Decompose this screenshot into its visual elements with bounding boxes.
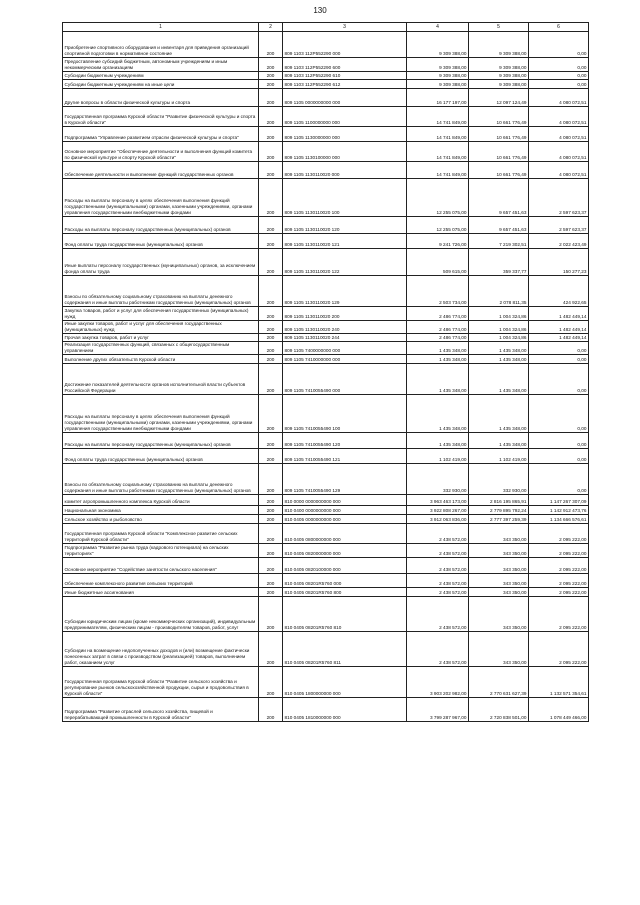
table-row: [63, 494, 589, 505]
row-name: Расходы на выплаты персоналу государственных (муниципальных) органов: [63, 217, 259, 234]
row-budget-code: 809 1105 1130110020 120: [283, 217, 407, 234]
row-executed-amount: 1 004 324,86: [469, 333, 529, 341]
row-executed-amount: 9 309 388,00: [469, 72, 529, 80]
row-budget-code: 809 1105 1130110020 122: [283, 249, 407, 276]
row-line-code: 200: [259, 463, 283, 494]
row-name: Взносы по обязательному социальному страхованию на выплаты денежного содержания и иные выплаты работникам государственных (муниципальных) органов: [63, 276, 259, 307]
row-budget-code: 809 1103 112P552290 000: [283, 32, 407, 58]
row-line-code: 200: [259, 543, 283, 557]
row-executed-amount: 1 435 348,00: [469, 341, 529, 354]
row-executed-amount: 9 309 388,00: [469, 58, 529, 72]
row-name: Достижение показателей деятельности органов исполнительной власти субъектов Российской Федерации: [63, 363, 259, 394]
row-unexecuted-amount: 4 080 072,51: [529, 162, 589, 179]
row-budget-code: 809 1105 7410055490 000: [283, 363, 407, 394]
row-executed-amount: 359 337,77: [469, 249, 529, 276]
row-budget-code: 809 1105 7410055490 120: [283, 432, 407, 448]
row-approved-amount: 509 615,00: [407, 249, 469, 276]
row-name: Национальная экономика: [63, 505, 259, 514]
row-unexecuted-amount: 1 134 666 576,61: [529, 514, 589, 523]
row-unexecuted-amount: 0,00: [529, 354, 589, 363]
header-col-5: 5: [469, 23, 529, 32]
row-line-code: 200: [259, 234, 283, 249]
row-name: Основное мероприятие "Обеспечение деятельности и выполнения функций комитета по физической культуре и спорту Курской области": [63, 142, 259, 162]
table-row: [63, 72, 589, 80]
row-line-code: 200: [259, 448, 283, 463]
row-budget-code: 809 1103 112P552290 600: [283, 58, 407, 72]
row-budget-code: 809 1105 1130110020 200: [283, 307, 407, 321]
row-approved-amount: 1 435 348,00: [407, 354, 469, 363]
row-unexecuted-amount: 0,00: [529, 432, 589, 448]
row-budget-code: 810 0405 08201R5760 811: [283, 631, 407, 666]
row-budget-code: 810 0405 08201R5760 000: [283, 573, 407, 587]
header-col-3: 3: [283, 23, 407, 32]
table-row: [63, 596, 589, 631]
row-line-code: 200: [259, 573, 283, 587]
row-line-code: 200: [259, 394, 283, 432]
row-budget-code: 809 1105 7410055490 129: [283, 463, 407, 494]
table-row: [63, 107, 589, 127]
row-budget-code: 809 1105 1130100000 000: [283, 142, 407, 162]
row-unexecuted-amount: 0,00: [529, 72, 589, 80]
row-approved-amount: 2 438 572,00: [407, 557, 469, 573]
row-executed-amount: 1 435 348,00: [469, 354, 529, 363]
row-name: Основное мероприятие "Содействие занятости сельского населения": [63, 557, 259, 573]
row-line-code: 200: [259, 80, 283, 89]
row-approved-amount: 2 438 572,00: [407, 523, 469, 543]
table-row: [63, 321, 589, 334]
row-name: Подпрограмма "Развитие рынка труда (кадрового потенциала) на сельских территориях": [63, 543, 259, 557]
row-line-code: 200: [259, 354, 283, 363]
row-budget-code: 810 0405 0800000000 000: [283, 523, 407, 543]
row-name: Расходы на выплаты персоналу в целях обеспечения выполнения функций государственными (муниципальными) органами, казенными учреждениями, органами управления государственными внебюджетными фондами: [63, 179, 259, 217]
row-line-code: 200: [259, 72, 283, 80]
row-approved-amount: 14 741 849,00: [407, 142, 469, 162]
row-approved-amount: 3 912 063 836,00: [407, 514, 469, 523]
table-row: [63, 58, 589, 72]
row-name: Субсидии на возмещение недополученных доходов и (или) возмещение фактически понесенных затрат в связи с производством (реализацией) товаров, выполнением работ, оказанием услуг: [63, 631, 259, 666]
table-row: [63, 32, 589, 58]
row-unexecuted-amount: 0,00: [529, 363, 589, 394]
table-row: [63, 448, 589, 463]
row-executed-amount: 2 770 631 627,39: [469, 666, 529, 697]
row-executed-amount: 1 102 419,00: [469, 448, 529, 463]
row-executed-amount: 12 097 124,49: [469, 89, 529, 107]
row-executed-amount: 343 350,00: [469, 523, 529, 543]
row-budget-code: 809 1105 1130110020 244: [283, 333, 407, 341]
row-budget-code: 810 0405 08201R5760 810: [283, 596, 407, 631]
header-col-6: 6: [529, 23, 589, 32]
row-name: Приобретение спортивного оборудования и инвентаря для приведения организаций спортивной подготовки в нормативное состояние: [63, 32, 259, 58]
row-budget-code: 810 0405 08201R5760 800: [283, 587, 407, 596]
row-approved-amount: 2 438 572,00: [407, 596, 469, 631]
table-row: [63, 127, 589, 142]
table-row: [63, 354, 589, 363]
row-unexecuted-amount: 2 095 222,00: [529, 573, 589, 587]
page-number: 130: [313, 6, 327, 15]
row-approved-amount: 2 438 572,00: [407, 543, 469, 557]
row-name: Государственная программа Курской области "Развитие физической культуры и спорта в Курской области": [63, 107, 259, 127]
row-name: Фонд оплаты труда государственных (муниципальных) органов: [63, 234, 259, 249]
table-row: [63, 432, 589, 448]
row-executed-amount: 1 435 348,00: [469, 432, 529, 448]
table-row: [63, 514, 589, 523]
row-name: Расходы на выплаты персоналу в целях обеспечения выполнения функций государственными (муниципальными) органами, казенными учреждениями, органами управления государственными внебюджетными фондами: [63, 394, 259, 432]
row-unexecuted-amount: 150 277,23: [529, 249, 589, 276]
row-budget-code: 810 0405 0820100000 000: [283, 557, 407, 573]
row-executed-amount: 9 657 451,63: [469, 179, 529, 217]
table-row: [63, 217, 589, 234]
table-row: [63, 505, 589, 514]
row-executed-amount: 2 720 838 501,00: [469, 697, 529, 721]
table-row: [63, 80, 589, 89]
row-name: Подпрограмма "Развитие отраслей сельского хозяйства, пищевой и перерабатывающей промышленности в Курской области": [63, 697, 259, 721]
row-line-code: 200: [259, 514, 283, 523]
row-executed-amount: 343 350,00: [469, 631, 529, 666]
row-unexecuted-amount: 2 095 222,00: [529, 557, 589, 573]
row-line-code: 200: [259, 432, 283, 448]
row-budget-code: 809 1105 1130110020 240: [283, 321, 407, 334]
table-row: [63, 587, 589, 596]
row-budget-code: 809 1103 112P552290 610: [283, 72, 407, 80]
row-budget-code: 809 1105 1100000000 000: [283, 107, 407, 127]
row-unexecuted-amount: 2 095 222,00: [529, 631, 589, 666]
row-approved-amount: 1 435 348,00: [407, 394, 469, 432]
row-line-code: 200: [259, 142, 283, 162]
row-approved-amount: 12 255 075,00: [407, 179, 469, 217]
table-row: [63, 523, 589, 543]
row-name: Прочая закупка товаров, работ и услуг: [63, 333, 259, 341]
row-approved-amount: 1 102 419,00: [407, 448, 469, 463]
row-approved-amount: 2 503 734,00: [407, 276, 469, 307]
row-executed-amount: 343 350,00: [469, 587, 529, 596]
row-executed-amount: 9 309 388,00: [469, 80, 529, 89]
row-name: Взносы по обязательному социальному страхованию на выплаты денежного содержания и иные выплаты работникам государственных (муниципальных) органов: [63, 463, 259, 494]
table-row: [63, 543, 589, 557]
row-approved-amount: 1 435 348,00: [407, 341, 469, 354]
row-line-code: 200: [259, 107, 283, 127]
row-line-code: 200: [259, 596, 283, 631]
table-row: [63, 142, 589, 162]
row-budget-code: 809 1105 0000000000 000: [283, 89, 407, 107]
row-executed-amount: 9 657 451,63: [469, 217, 529, 234]
row-unexecuted-amount: 0,00: [529, 394, 589, 432]
row-line-code: 200: [259, 587, 283, 596]
row-budget-code: 809 1105 1130000000 000: [283, 127, 407, 142]
table-row: [63, 341, 589, 354]
header-col-2: 2: [259, 23, 283, 32]
row-approved-amount: 14 741 849,00: [407, 107, 469, 127]
row-approved-amount: 3 922 808 267,00: [407, 505, 469, 514]
row-approved-amount: 14 741 849,00: [407, 162, 469, 179]
row-unexecuted-amount: 1 142 912 473,76: [529, 505, 589, 514]
row-line-code: 200: [259, 162, 283, 179]
row-budget-code: 810 0000 0000000000 000: [283, 494, 407, 505]
row-unexecuted-amount: 424 922,65: [529, 276, 589, 307]
table-row: [63, 573, 589, 587]
row-budget-code: 810 0405 0000000000 000: [283, 514, 407, 523]
row-unexecuted-amount: 2 095 222,00: [529, 543, 589, 557]
row-approved-amount: 9 309 388,00: [407, 32, 469, 58]
table-row: [63, 249, 589, 276]
row-approved-amount: 1 435 348,00: [407, 363, 469, 394]
row-name: Реализация государственных функций, связанных с общегосударственным управлением: [63, 341, 259, 354]
row-unexecuted-amount: 4 080 072,51: [529, 107, 589, 127]
row-line-code: 200: [259, 341, 283, 354]
row-line-code: 200: [259, 321, 283, 334]
row-executed-amount: 343 350,00: [469, 543, 529, 557]
table-row: [63, 557, 589, 573]
header-col-4: 4: [407, 23, 469, 32]
row-executed-amount: 2 816 195 865,91: [469, 494, 529, 505]
row-budget-code: 810 0405 0820000000 000: [283, 543, 407, 557]
row-budget-code: 810 0400 0000000000 000: [283, 505, 407, 514]
row-approved-amount: 12 255 075,00: [407, 217, 469, 234]
row-approved-amount: 332 930,00: [407, 463, 469, 494]
row-budget-code: 809 1105 7410000000 000: [283, 354, 407, 363]
row-approved-amount: 2 438 572,00: [407, 573, 469, 587]
row-unexecuted-amount: 2 095 222,00: [529, 587, 589, 596]
row-name: Другие вопросы в области физической культуры и спорта: [63, 89, 259, 107]
row-unexecuted-amount: 0,00: [529, 448, 589, 463]
row-budget-code: 810 0405 1800000000 000: [283, 666, 407, 697]
row-unexecuted-amount: 1 482 449,14: [529, 333, 589, 341]
table-row: [63, 363, 589, 394]
row-budget-code: 809 1105 1130110020 100: [283, 179, 407, 217]
row-name: Сельское хозяйство и рыболовство: [63, 514, 259, 523]
row-line-code: 200: [259, 249, 283, 276]
row-budget-code: 810 0405 1810000000 000: [283, 697, 407, 721]
row-line-code: 200: [259, 494, 283, 505]
row-line-code: 200: [259, 307, 283, 321]
row-line-code: 200: [259, 89, 283, 107]
table-row: [63, 179, 589, 217]
row-executed-amount: 1 004 324,86: [469, 321, 529, 334]
row-unexecuted-amount: 0,00: [529, 341, 589, 354]
row-name: Расходы на выплаты персоналу государственных (муниципальных) органов: [63, 432, 259, 448]
row-executed-amount: 1 004 324,86: [469, 307, 529, 321]
row-executed-amount: 343 350,00: [469, 596, 529, 631]
row-name: Обеспечение деятельности и выполнение функций государственных органов: [63, 162, 259, 179]
table-row: [63, 666, 589, 697]
table-row: [63, 394, 589, 432]
row-unexecuted-amount: 1 482 449,14: [529, 321, 589, 334]
row-approved-amount: 2 438 572,00: [407, 587, 469, 596]
row-executed-amount: 2 779 895 792,24: [469, 505, 529, 514]
row-line-code: 200: [259, 557, 283, 573]
row-unexecuted-amount: 4 080 072,51: [529, 89, 589, 107]
row-approved-amount: 1 435 348,00: [407, 432, 469, 448]
row-unexecuted-amount: 2 095 222,00: [529, 596, 589, 631]
row-approved-amount: 3 903 202 982,00: [407, 666, 469, 697]
row-executed-amount: 10 661 776,49: [469, 107, 529, 127]
row-line-code: 200: [259, 523, 283, 543]
row-unexecuted-amount: 4 080 072,51: [529, 127, 589, 142]
row-line-code: 200: [259, 58, 283, 72]
row-unexecuted-amount: 1 482 449,14: [529, 307, 589, 321]
row-unexecuted-amount: 0,00: [529, 58, 589, 72]
table-row: [63, 463, 589, 494]
row-line-code: 200: [259, 276, 283, 307]
row-approved-amount: 2 486 774,00: [407, 333, 469, 341]
row-approved-amount: 9 309 388,00: [407, 80, 469, 89]
row-executed-amount: 2 078 811,35: [469, 276, 529, 307]
row-name: Закупка товаров, работ и услуг для обеспечения государственных (муниципальных) нужд: [63, 307, 259, 321]
row-approved-amount: 2 486 774,00: [407, 321, 469, 334]
row-executed-amount: 332 930,00: [469, 463, 529, 494]
row-approved-amount: 2 486 774,00: [407, 307, 469, 321]
row-line-code: 200: [259, 179, 283, 217]
table-row: [63, 234, 589, 249]
row-approved-amount: 16 177 197,00: [407, 89, 469, 107]
row-executed-amount: 343 350,00: [469, 573, 529, 587]
row-budget-code: 809 1105 1130110020 000: [283, 162, 407, 179]
row-name: Предоставление субсидий бюджетным, автономным учреждениям и иным некоммерческим организациям: [63, 58, 259, 72]
row-name: Подпрограмма "Управление развитием отрасли физической культуры и спорта": [63, 127, 259, 142]
row-name: Иные закупки товаров, работ и услуг для обеспечения государственных (муниципальных) нужд: [63, 321, 259, 334]
row-line-code: 200: [259, 666, 283, 697]
row-unexecuted-amount: 0,00: [529, 32, 589, 58]
table-row: [63, 276, 589, 307]
row-name: Субсидии бюджетным учреждениям на иные цели: [63, 80, 259, 89]
table-row: [63, 162, 589, 179]
row-line-code: 200: [259, 505, 283, 514]
row-unexecuted-amount: 0,00: [529, 463, 589, 494]
row-line-code: 200: [259, 631, 283, 666]
row-approved-amount: 9 241 726,00: [407, 234, 469, 249]
row-executed-amount: 10 661 776,49: [469, 127, 529, 142]
row-approved-amount: 9 309 388,00: [407, 72, 469, 80]
row-name: Иные выплаты персоналу государственных (муниципальных) органов, за исключением фонда оплаты труда: [63, 249, 259, 276]
row-budget-code: 809 1105 1130110020 129: [283, 276, 407, 307]
row-executed-amount: 1 435 348,00: [469, 363, 529, 394]
row-line-code: 200: [259, 363, 283, 394]
table-row: [63, 631, 589, 666]
row-budget-code: 809 1105 7410055490 100: [283, 394, 407, 432]
row-line-code: 200: [259, 127, 283, 142]
row-approved-amount: 14 741 849,00: [407, 127, 469, 142]
row-executed-amount: 7 219 302,51: [469, 234, 529, 249]
row-name: Иные бюджетные ассигнования: [63, 587, 259, 596]
row-executed-amount: 10 661 776,49: [469, 142, 529, 162]
row-name: комитет агропромышленного комплекса Курской области: [63, 494, 259, 505]
table-header-row: [63, 23, 589, 32]
row-line-code: 200: [259, 333, 283, 341]
row-budget-code: 809 1105 1130110020 121: [283, 234, 407, 249]
row-line-code: 200: [259, 32, 283, 58]
row-name: Выполнение других обязательств Курской области: [63, 354, 259, 363]
row-approved-amount: 3 799 287 967,00: [407, 697, 469, 721]
row-unexecuted-amount: 0,00: [529, 80, 589, 89]
row-budget-code: 809 1105 7410055490 121: [283, 448, 407, 463]
table-row: [63, 89, 589, 107]
row-approved-amount: 3 963 463 173,00: [407, 494, 469, 505]
row-line-code: 200: [259, 697, 283, 721]
table-row: [63, 307, 589, 321]
header-col-1: 1: [63, 23, 259, 32]
row-approved-amount: 2 438 572,00: [407, 631, 469, 666]
row-executed-amount: 2 777 397 259,39: [469, 514, 529, 523]
row-unexecuted-amount: 1 078 449 466,00: [529, 697, 589, 721]
row-unexecuted-amount: 4 080 072,51: [529, 142, 589, 162]
row-name: Государственная программа Курской области "Комплексное развитие сельских территорий Курской области": [63, 523, 259, 543]
budget-table: [62, 22, 589, 722]
row-approved-amount: 9 309 388,00: [407, 58, 469, 72]
row-name: Обеспечение комплексного развития сельских территорий: [63, 573, 259, 587]
row-name: Субсидии бюджетным учреждениям: [63, 72, 259, 80]
row-executed-amount: 9 309 388,00: [469, 32, 529, 58]
row-unexecuted-amount: 2 597 623,37: [529, 179, 589, 217]
row-executed-amount: 1 435 348,00: [469, 394, 529, 432]
row-executed-amount: 343 350,00: [469, 557, 529, 573]
row-unexecuted-amount: 1 147 267 307,09: [529, 494, 589, 505]
table-row: [63, 697, 589, 721]
row-name: Субсидии юридическим лицам (кроме некоммерческих организаций), индивидуальным предпринимателям, физическим лицам - производителям товаров, работ, услуг: [63, 596, 259, 631]
table-row: [63, 333, 589, 341]
row-budget-code: 809 1103 112P552290 612: [283, 80, 407, 89]
row-unexecuted-amount: 2 597 623,37: [529, 217, 589, 234]
row-name: Фонд оплаты труда государственных (муниципальных) органов: [63, 448, 259, 463]
row-unexecuted-amount: 1 132 571 354,61: [529, 666, 589, 697]
row-line-code: 200: [259, 217, 283, 234]
row-unexecuted-amount: 2 022 423,49: [529, 234, 589, 249]
row-name: Государственная программа Курской области "Развитие сельского хозяйства и регулирование рынков сельскохозяйственной продукции, сырья и продовольствия в Курской области": [63, 666, 259, 697]
row-unexecuted-amount: 2 095 222,00: [529, 523, 589, 543]
row-executed-amount: 10 661 776,49: [469, 162, 529, 179]
row-budget-code: 809 1105 7400000000 000: [283, 341, 407, 354]
